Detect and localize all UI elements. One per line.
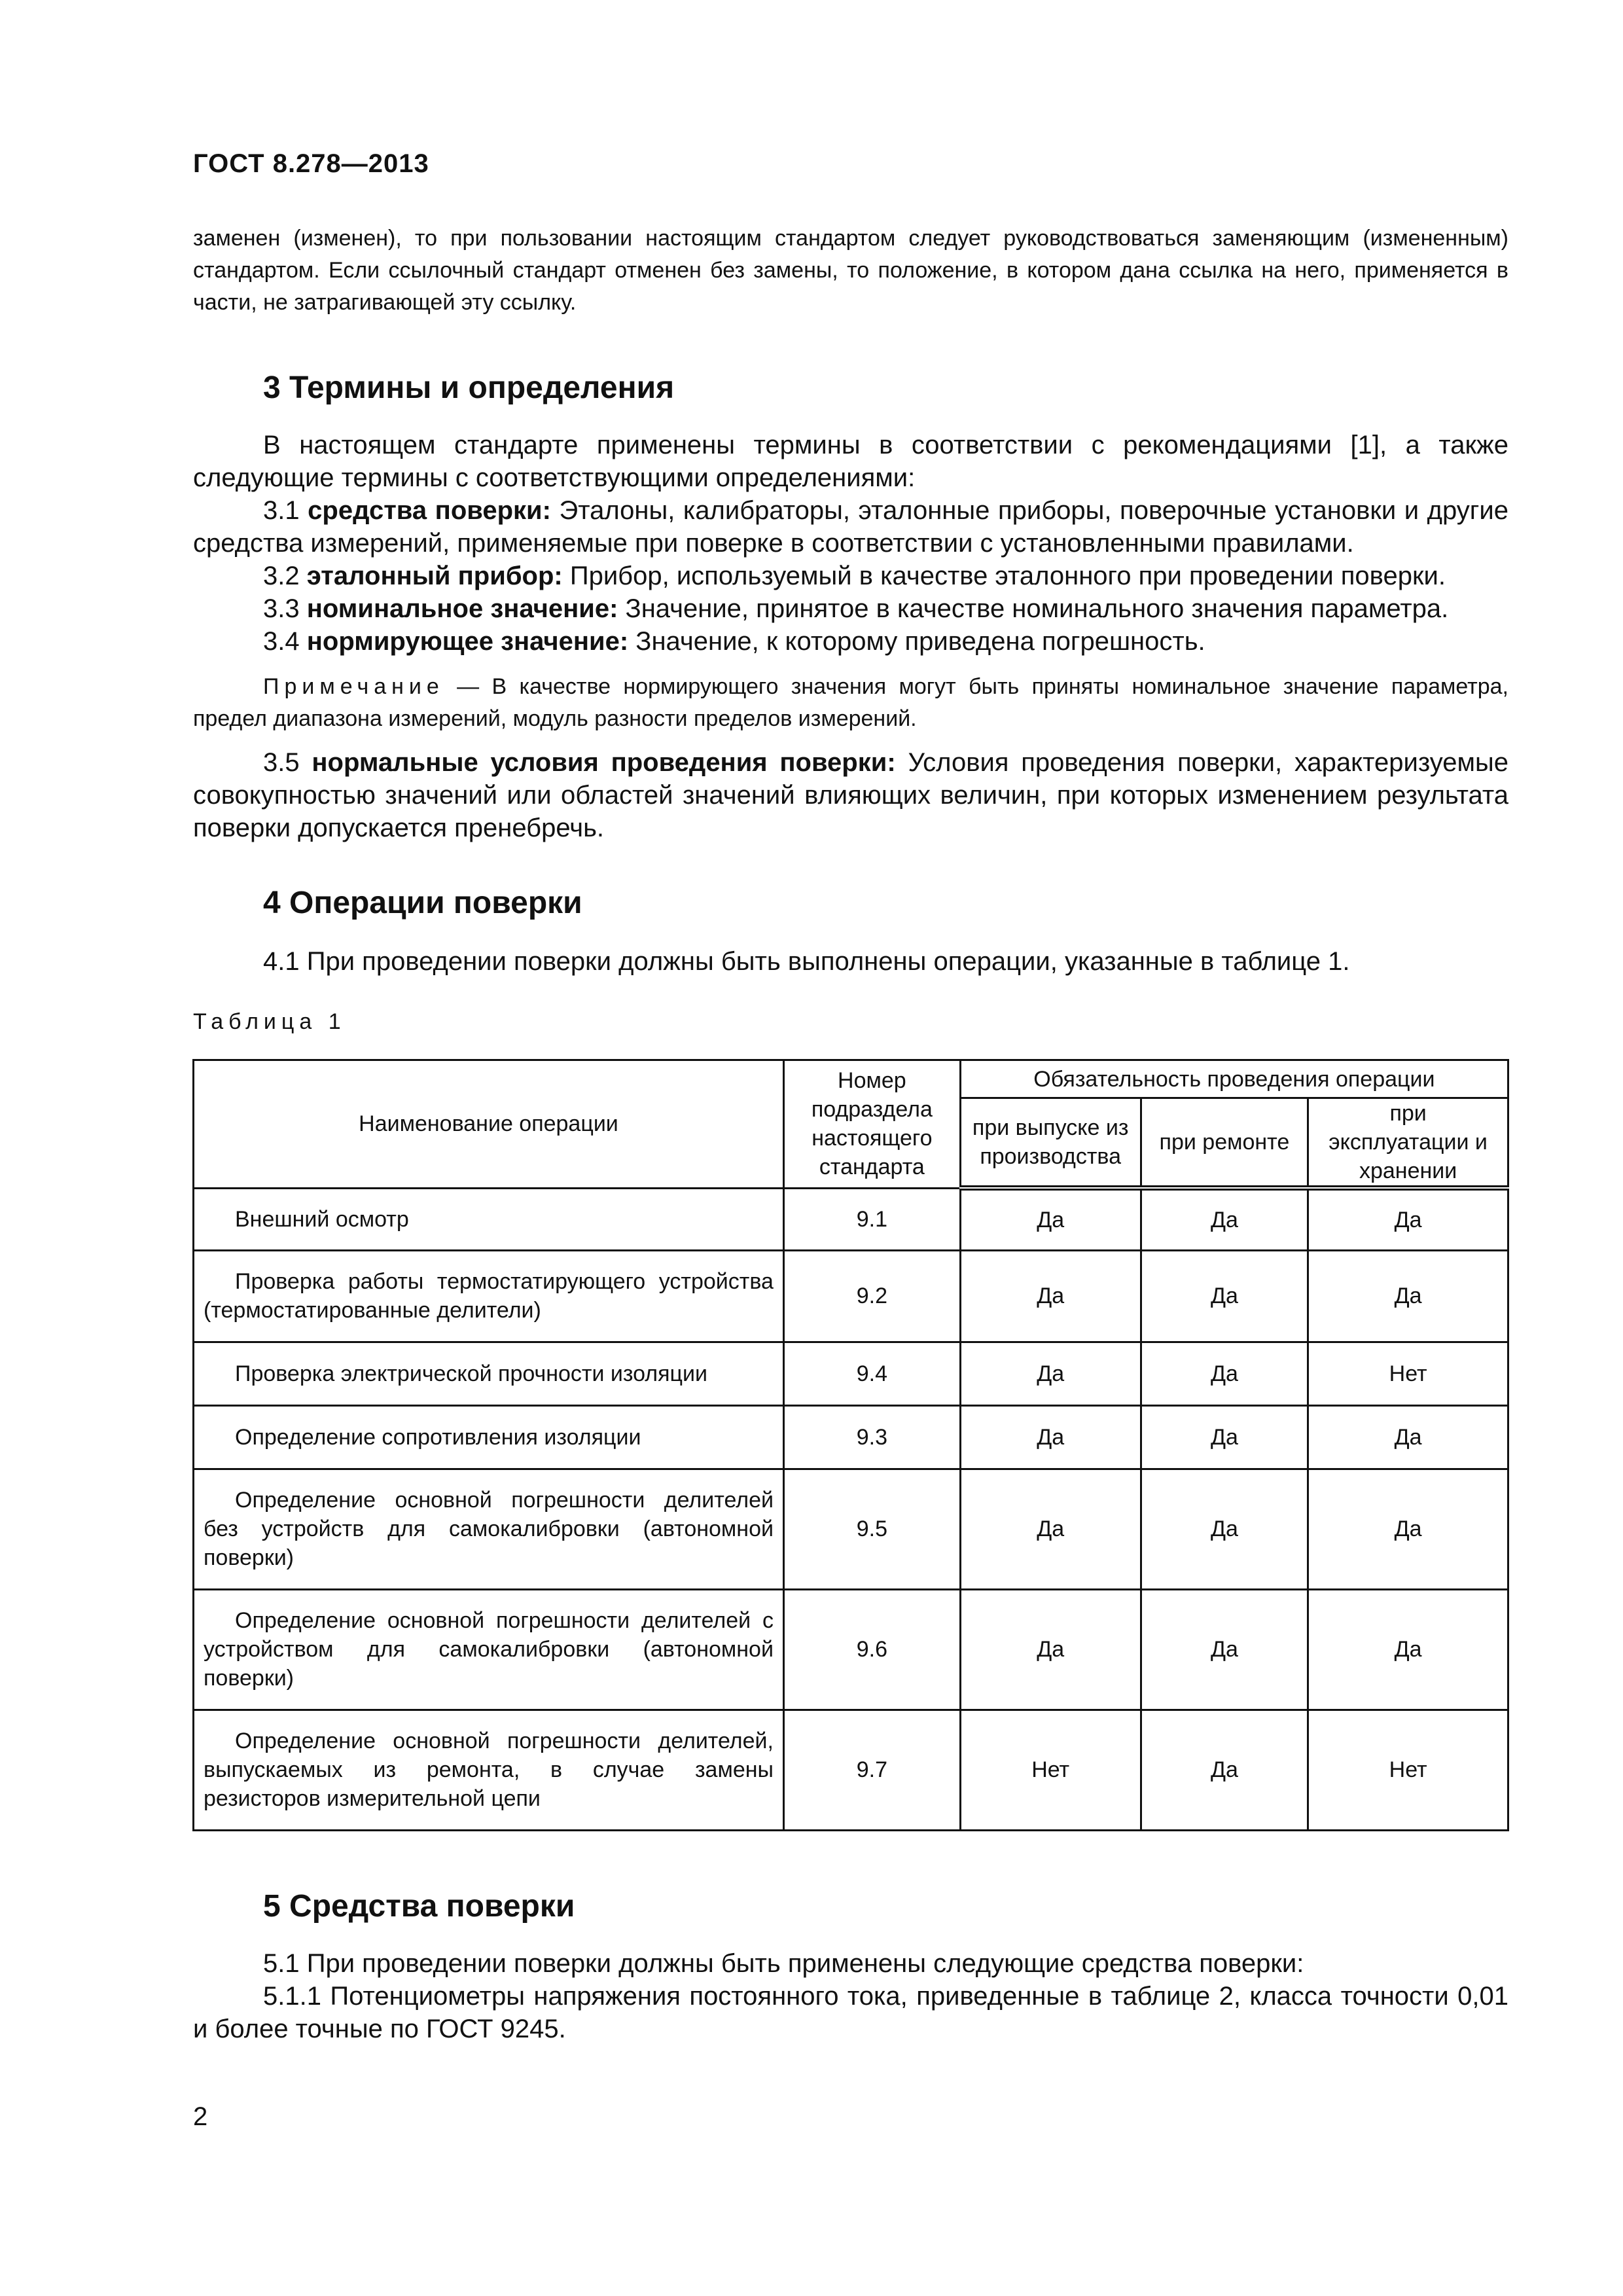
table-row: Определение сопротивления изоляции 9.3 Да Да Да <box>194 1405 1508 1469</box>
col-header-number: Номер подраздела настоящего стандарта <box>783 1060 960 1189</box>
operations-table <box>192 1059 1509 1831</box>
section-5-p2: 5.1.1 Потенциометры напряжения постоянного тока, приведенные в таблице 2, класса точности 0,01 и более точные по ГОСТ 9245. <box>193 1982 1508 2043</box>
table-row: Определение основной погрешности делителей без устройств для самокалибровки (автономной поверки) 9.5 Да Да Да <box>194 1469 1508 1589</box>
page-number: 2 <box>193 2102 208 2131</box>
col-header-release: при выпуске из производства <box>960 1098 1141 1189</box>
intro-paragraph: заменен (изменен), то при пользовании настоящим стандартом следует руководствоваться заменяющим (измененным) стандартом. Если ссылочный стандарт отменен без замены, то положение, в котором дана ссылка на него, применяется в части, не затрагивающей эту ссылку. <box>193 226 1508 315</box>
note-label: Примечание <box>263 674 444 699</box>
term-3-5: 3.5 нормальные условия проведения поверки: Условия проведения поверки, характеризуемые совокупностью значений или областей значений влияющих величин, при которых изменением результата поверки допускается пренебречь. <box>193 748 1509 842</box>
document-header: ГОСТ 8.278—2013 <box>193 149 429 178</box>
term-3-3: 3.3 номинальное значение: Значение, принятое в качестве номинального значения параметра. <box>263 594 1449 623</box>
table-row: Проверка работы термостатирующего устройства (термостатированные делители) 9.2 Да Да Да <box>194 1250 1508 1342</box>
section-5-title: 5 Средства поверки <box>263 1889 575 1924</box>
col-header-operation: при эксплуатации и хранении <box>1308 1098 1508 1189</box>
term-3-4: 3.4 нормирующее значение: Значение, к которому приведена погрешность. <box>263 627 1205 656</box>
section-4-para: 4.1 При проведении поверки должны быть выполнены операции, указанные в таблице 1. <box>263 947 1350 976</box>
note-text: — В качестве нормирующего значения могут быть приняты номинальное значение параметра, предел диапазона измерений, модуль разности пределов измерений. <box>193 674 1508 731</box>
section-5-body <box>193 1947 1508 2045</box>
section-3-title: 3 Термины и определения <box>263 370 675 405</box>
table-row: Определение основной погрешности делителей с устройством для самокалибровки (автономной поверки) 9.6 Да Да Да <box>194 1589 1508 1710</box>
term-3-2: 3.2 эталонный прибор: Прибор, используемый в качестве эталонного при проведении поверки. <box>263 562 1446 590</box>
term-3-1: 3.1 средства поверки: Эталоны, калибраторы, эталонные приборы, поверочные установки и другие средства измерений, применяемые при поверке в соответствии с установленными правилами. <box>193 496 1508 558</box>
section-3-body <box>193 429 1508 658</box>
section-5-p1: 5.1 При проведении поверки должны быть применены следующие средства поверки: <box>263 1949 1304 1978</box>
section-3-intro: В настоящем стандарте применены термины в соответствии с рекомендациями [1], а также следующие термины с соответствующими определениями: <box>193 431 1508 492</box>
col-header-repair: при ремонте <box>1141 1098 1308 1189</box>
note <box>193 671 1508 735</box>
table-row: Определение основной погрешности делителей, выпускаемых из ремонта, в случае замены резисторов измерительной цепи 9.7 Нет Да Нет <box>194 1710 1508 1830</box>
table-row: Внешний осмотр 9.1 Да Да Да <box>194 1188 1508 1250</box>
section-4-title: 4 Операции поверки <box>263 886 582 920</box>
table-caption: Таблица 1 <box>193 1009 346 1034</box>
col-header-name: Наименование операции <box>194 1060 784 1189</box>
table-row: Проверка электрической прочности изоляции 9.4 Да Да Нет <box>194 1342 1508 1405</box>
col-header-group: Обязательность проведения операции <box>960 1060 1508 1098</box>
